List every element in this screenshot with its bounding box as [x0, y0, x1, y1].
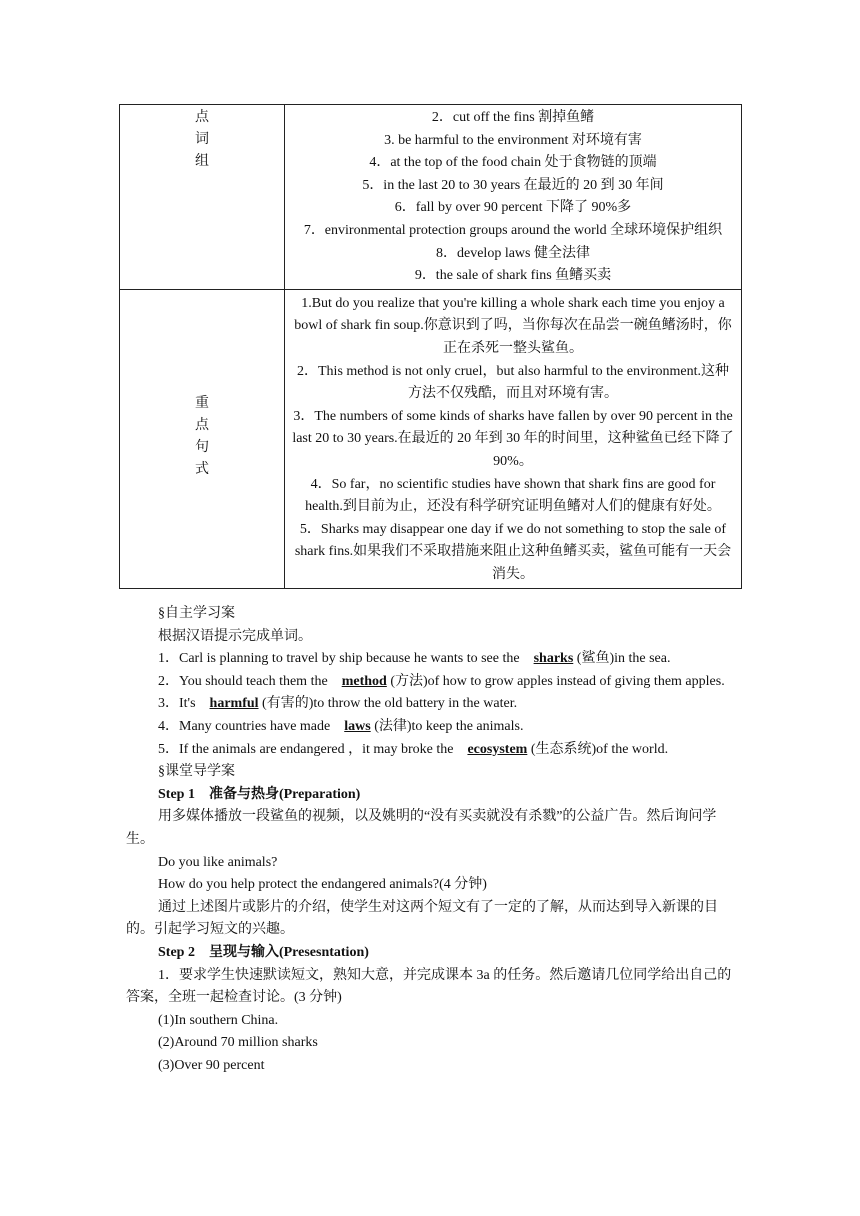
sentences-cell [285, 289, 742, 589]
step1-title [126, 784, 738, 807]
phrases-cell [285, 105, 742, 290]
class-guide-heading: §课堂导学案 [158, 764, 235, 780]
exercise-text: (生态系统)of the world. [527, 741, 669, 757]
phrase-item: 8．develop laws 健全法律 [436, 245, 590, 261]
phrases-row [120, 105, 742, 290]
step1-text: 用多媒体播放一段鲨鱼的视频，以及姚明的“没有买卖就没有杀戮”的公益广告。然后询问学生。 [126, 809, 717, 847]
sentence-item: 4．So far，no scientific studies have shown that shark fins are good for health.到目前为止，还没有科学研究证明鱼鳍对人们的健康有好处。 [305, 476, 721, 515]
exercise-item [126, 693, 738, 716]
step2-title [126, 942, 738, 965]
exercise-text: (有害的)to throw the old battery in the water. [258, 696, 518, 712]
phrases-label [120, 105, 284, 173]
exercise-answer: method [341, 673, 387, 689]
phrase-item: 7．environmental protection groups around the world 全球环境保护组织 [303, 222, 723, 238]
self-study-heading: §自主学习案 [158, 606, 235, 621]
sentences-label-cell [120, 289, 285, 589]
question-2: How do you help protect the endangered animals?(4 分钟) [158, 877, 487, 893]
exercise-text: (法律)to keep the animals. [370, 718, 524, 734]
sentences-label-char: 重 [195, 395, 209, 411]
step2-title-text: Step 2 呈现与输入(Presesntation) [158, 944, 369, 960]
exercise-text: 4．Many countries have made [158, 718, 331, 734]
exercise-item [126, 671, 738, 694]
sentences-label-char: 点 [195, 417, 209, 433]
exercise-text: (鲨鱼)in the sea. [573, 651, 671, 667]
phrase-item: 2．cut off the fins 割掉鱼鳍 [431, 110, 595, 125]
exercise-answer: laws [344, 718, 371, 734]
exercise-answer: ecosystem [467, 741, 528, 757]
sentence-item: 3．The numbers of some kinds of sharks have fallen by over 90 percent in the last 20 to 30 years.在最近的 20 年到 30 年的时间里，这种鲨鱼已经下降了 90%。 [292, 408, 734, 469]
exercise-answer: harmful [209, 696, 259, 712]
sentence-item: 2．This method is not only cruel，but also harmful to the environment.这种方法不仅残酷，而且对环境有害。 [297, 363, 729, 402]
exercise-text: 3．It's [158, 696, 196, 712]
question-1: Do you like animals? [158, 854, 278, 870]
phrases-label-char: 词 [195, 132, 209, 147]
answer-line: (2)Around 70 million sharks [158, 1035, 318, 1051]
notes-table [119, 104, 742, 589]
phrase-list [285, 105, 741, 289]
phrase-item: 9．the sale of shark fins 鱼鳍买卖 [414, 268, 612, 284]
exercise-item [126, 648, 738, 671]
exercise-text: (方法)of how to grow apples instead of giving them apples. [386, 673, 725, 689]
phrase-item: 6．fall by over 90 percent 下降了 90%多 [394, 200, 632, 216]
sentences-label-char: 式 [195, 461, 209, 477]
lesson-body [126, 603, 738, 1077]
phrases-label-char: 点 [195, 110, 209, 125]
exercise-item [126, 716, 738, 739]
step1-after-text: 通过上述图片或影片的介绍，使学生对这两个短文有了一定的了解，从而达到导入新课的目的。引起学习短文的兴趣。 [126, 899, 718, 938]
phrases-label-char: 组 [195, 154, 209, 169]
exercise-text: 2．You should teach them the [158, 673, 328, 689]
phrase-item: 5．in the last 20 to 30 years 在最近的 20 到 30 年间 [362, 177, 664, 193]
exercise-text: 5．If the animals are endangered ，it may broke the [158, 741, 454, 757]
sentence-item: 5．Sharks may disappear one day if we do not something to stop the sale of shark fins.如果我们不采取措施来阻止这种鱼鳍买卖，鲨鱼可能有一天会消失。 [294, 521, 732, 582]
answer-line: (1)In southern China. [158, 1012, 279, 1028]
sentence-item: 1.But do you realize that you're killing a whole shark each time you enjoy a bowl of shark fin soup.你意识到了吗，当你每次在品尝一碗鱼鳍汤时，你正在杀死一整头鲨鱼。 [294, 295, 732, 356]
phrase-item: 4．at the top of the food chain 处于食物链的顶端 [369, 155, 657, 171]
exercise-text: 1．Carl is planning to travel by ship because he wants to see the [158, 651, 520, 667]
exercise-answer: sharks [533, 651, 574, 667]
sentences-row [120, 289, 742, 589]
step1-title-text: Step 1 准备与热身(Preparation) [158, 786, 361, 802]
sentences-label-char: 句 [195, 439, 209, 455]
sentences-label [120, 290, 284, 481]
phrases-label-cell [120, 105, 285, 290]
exercise-item [126, 739, 738, 762]
phrase-item: 3. be harmful to the environment 对环境有害 [384, 132, 642, 148]
step2-text: 1．要求学生快速默读短文，熟知大意，并完成课本 3a 的任务。然后邀请几位同学给出自己的答案，全班一起检查讨论。(3 分钟) [126, 967, 732, 1006]
answer-line: (3)Over 90 percent [158, 1057, 265, 1073]
self-study-instruction: 根据汉语提示完成单词。 [158, 628, 312, 644]
sentence-list [285, 290, 741, 589]
